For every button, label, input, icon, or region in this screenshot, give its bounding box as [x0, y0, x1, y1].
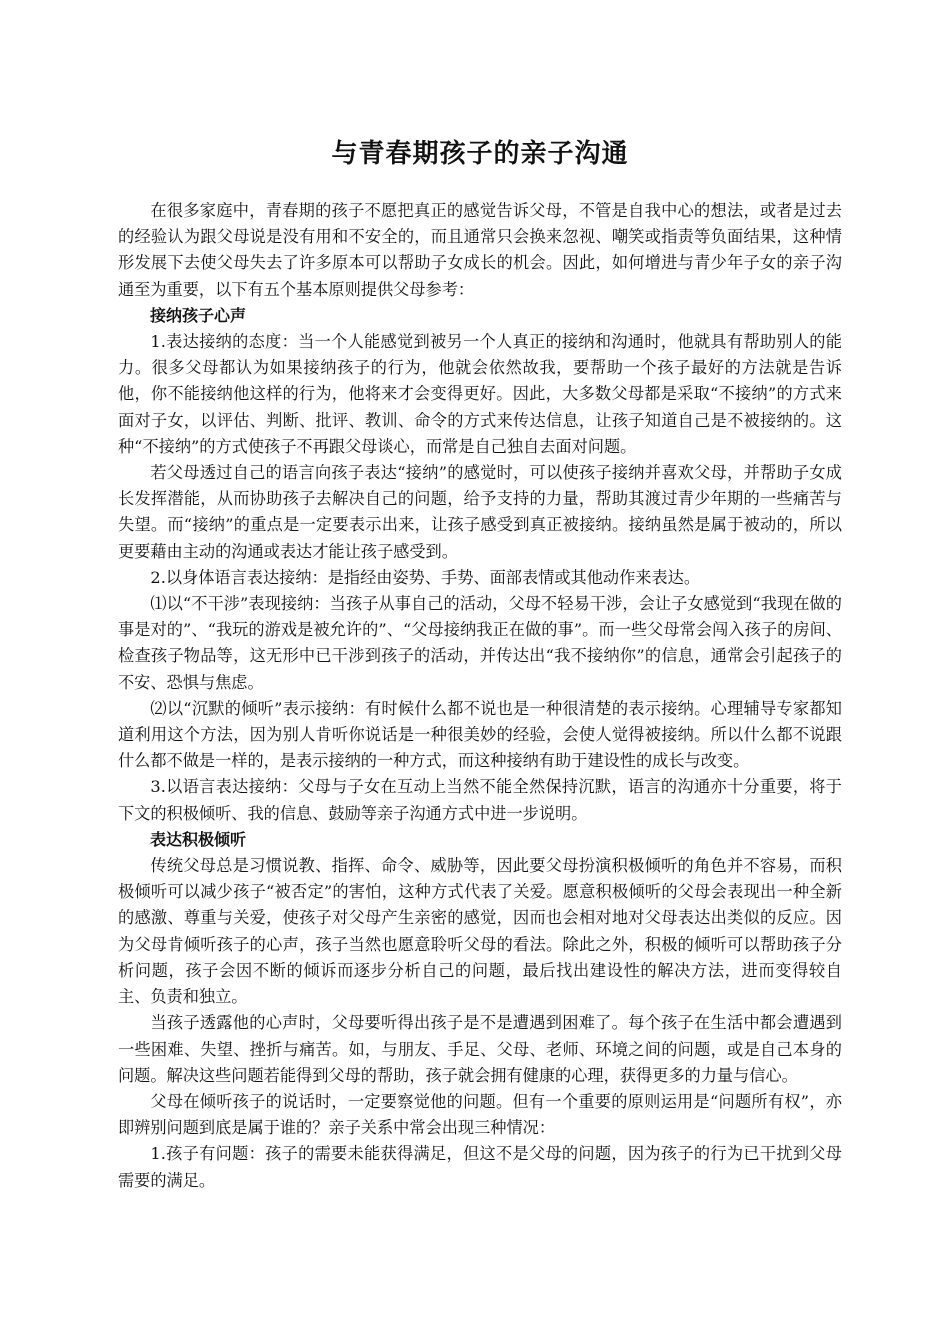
- paragraph: 1.孩子有问题：孩子的需要未能获得满足，但这不是父母的问题，因为孩子的行为已干扰到父母需要的满足。: [118, 1144, 842, 1190]
- paragraph: 当孩子透露他的心声时，父母要听得出孩子是不是遭遇到困难了。每个孩子在生活中都会遭遇到一些困难、失望、挫折与痛苦。如，与朋友、手足、父母、老师、环境之间的问题，或是自己本身的问题。解决这些问题若能得到父母的帮助，孩子就会拥有健康的心理，获得更多的力量与信心。: [118, 1013, 842, 1085]
- paragraph: ⑵以“沉默的倾听”表示接纳：有时候什么都不说也是一种很清楚的表示接纳。心理辅导专家都知道利用这个方法，因为别人肯听你说话是一种很美妙的经验，会使人觉得被接纳。所以什么都不说跟什么都不做是一样的，是表示接纳的一种方式，而这种接纳有助于建设性的成长与改变。: [118, 698, 842, 771]
- paragraph: 传统父母总是习惯说教、指挥、命令、威胁等，因此要父母扮演积极倾听的角色并不容易，而积极倾听可以减少孩子“被否定”的害怕，这种方式代表了关爱。愿意积极倾听的父母会表现出一种全新的感激、尊重与关爱，使孩子对父母产生亲密的感觉，因而也会相对地对父母表达出类似的反应。因为父母肯倾听孩子的心声，孩子当然也愿意聆听父母的看法。除此之外，积极的倾听可以帮助孩子分析问题，孩子会因不断的倾诉而逐步分析自己的问题，最后找出建设性的解决方法，进而变得较自主、负责和独立。: [118, 856, 842, 1007]
- section-heading-acceptance: 接纳孩子心声: [150, 305, 247, 325]
- paragraph: 1.表达接纳的态度：当一个人能感觉到被另一个人真正的接纳和沟通时，他就具有帮助别人的能力。很多父母都认为如果接纳孩子的行为，他就会依然故我，要帮助一个孩子最好的方法就是告诉他，你不能接纳他这样的行为，他将来才会变得更好。因此，大多数父母都是采取“不接纳”的方式来面对子女，以评估、判断、批评、教训、命令的方式来传达信息，让孩子知道自己是不被接纳的。这种“不接纳”的方式使孩子不再跟父母谈心，而常是自己独自去面对问题。: [118, 332, 842, 456]
- section-heading-active-listening: 表达积极倾听: [150, 829, 247, 849]
- paragraph: 3.以语言表达接纳：父母与子女在互动上当然不能全然保持沉默，语言的沟通亦十分重要，将于下文的积极倾听、我的信息、鼓励等亲子沟通方式中进一步说明。: [118, 777, 842, 823]
- document-page: [118, 128, 842, 1194]
- paragraph: 2.以身体语言表达接纳：是指经由姿势、手势、面部表情或其他动作来表达。: [150, 567, 701, 587]
- paragraph: 父母在倾听孩子的说话时，一定要察觉他的问题。但有一个重要的原则运用是“问题所有权”，亦即辨别问题到底是属于谁的？亲子关系中常会出现三种情况：: [118, 1091, 842, 1138]
- document-title: 与青春期孩子的亲子沟通: [331, 139, 629, 169]
- intro-paragraph: 在很多家庭中，青春期的孩子不愿把真正的感觉告诉父母，不管是自我中心的想法，或者是过去的经验认为跟父母说是没有用和不安全的，而且通常只会换来忽视、嘲笑或指责等负面结果，这种情形发展下去使父母失去了许多原本可以帮助子女成长的机会。因此，如何增进与青少年子女的亲子沟通至为重要，以下有五个基本原则提供父母参考：: [118, 201, 842, 299]
- paragraph: 若父母透过自己的语言向孩子表达“接纳”的感觉时，可以使孩子接纳并喜欢父母，并帮助子女成长发挥潜能，从而协助孩子去解决自己的问题，给予支持的力量，帮助其渡过青少年期的一些痛苦与失望。而“接纳”的重点是一定要表示出来，让孩子感受到真正被接纳。接纳虽然是属于被动的，所以更要藉由主动的沟通或表达才能让孩子感受到。: [118, 463, 842, 561]
- paragraph: ⑴以“不干涉”表现接纳：当孩子从事自己的活动，父母不轻易干涉，会让子女感觉到“我现在做的事是对的”、“我玩的游戏是被允许的”、“父母接纳我正在做的事”。而一些父母常会闯入孩子的房间、检查孩子物品等，这无形中已干涉到孩子的活动，并传达出“我不接纳你”的信息，通常会引起孩子的不安、恐惧与焦虑。: [118, 594, 842, 692]
